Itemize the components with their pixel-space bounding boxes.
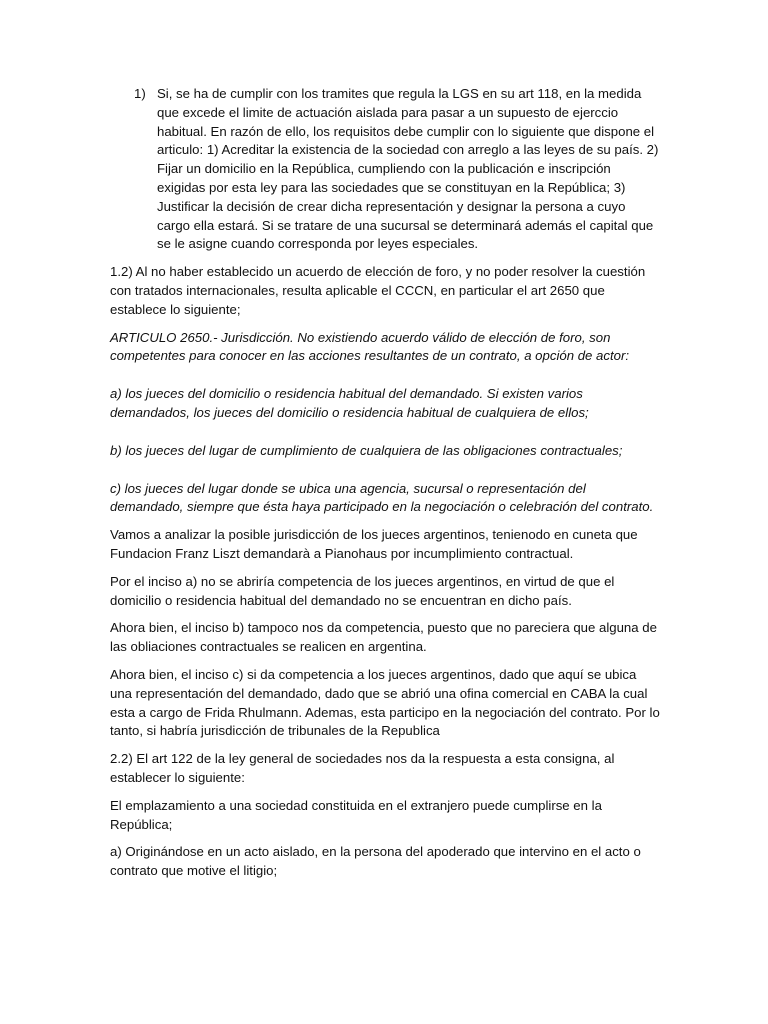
quote-clause-a: a) los jueces del domicilio o residencia habitual del demandado. Si existen varios demandados, los jueces del domicilio o residencia habitual de cualquiera de ellos; — [110, 386, 589, 420]
quote-clause-c: c) los jueces del lugar donde se ubica una agencia, sucursal o representación del demandado, siempre que ésta haya participado en la negociación o celebración del contrato. — [110, 480, 654, 515]
paragraph-inciso-b: Ahora bien, el inciso b) tampoco nos da competencia, puesto que no pareciera que alguna de las obliaciones contractuales se realicen en argentina. — [110, 620, 657, 655]
paragraph-analysis: Vamos a analizar la posible jurisdicción de los jueces argentinos, tenienodo en cuneta que Fundacion Franz Liszt demandarà a Pianohaus por incumplimiento contractual. — [110, 527, 638, 561]
paragraph-clause-a-originandose: a) Originándose en un acto aislado, en la persona del apoderado que intervino en el acto o contrato que motive el litigio; — [110, 844, 641, 879]
paragraph-1-2: 1.2) Al no haber establecido un acuerdo de elección de foro, y no poder resolver la cuestión con tratados internacionales, resulta aplicable el CCCN, en particular el art 2650 que establece lo siguiente; — [110, 264, 646, 317]
list-item-1 — [110, 85, 660, 254]
quote-clause-b: b) los jueces del lugar de cumplimiento de cualquiera de las obligaciones contractuales; — [110, 442, 623, 458]
list-item-text: Si, se ha de cumplir con los tramites que regula la LGS en su art 118, en la medida que excede el limite de actuación aislada para pasar a un supuesto de ejerccio habitual. En razón de ello, los requisitos debe cumplir con lo siguiente que dispone el articulo: 1) Acreditar la existencia de la sociedad con arreglo a las leyes de su país. 2) Fijar un domicilio en la República, cumpliendo con la publicación e inscripción exigidas por esta ley para las sociedades que se constituyan en la República; 3) Justificar la decisión de crear dicha representación y designar la persona a cuyo cargo ella estará. Si se tratare de una sucursal se determinará además el capital que se le asigne cuando corresponda por leyes especiales. — [157, 86, 659, 252]
paragraph-2-2: 2.2) El art 122 de la ley general de sociedades nos da la respuesta a esta consigna, al establecer lo siguiente: — [110, 751, 615, 785]
paragraph-emplazamiento: El emplazamiento a una sociedad constituida en el extranjero puede cumplirse en la República; — [110, 797, 602, 832]
paragraph-inciso-c: Ahora bien, el inciso c) si da competencia a los jueces argentinos, dado que aquí se ubica una representación del demandado, dado que se abrió una ofina comercial en CABA la cual esta a cargo de Frida Rhulmann. Ademas, esta participo en la negociación del contrato. Por lo tanto, si habría jurisdicción de tribunales de la Republica — [110, 666, 660, 739]
paragraph-inciso-a: Por el inciso a) no se abriría competencia de los jueces argentinos, en virtud de que el domicilio o residencia habitual del demandado no se encuentran en dicho país. — [110, 573, 615, 608]
list-number: 1) — [134, 86, 146, 101]
quote-article-2650: ARTICULO 2650.- Jurisdicción. No existiendo acuerdo válido de elección de foro, son competentes para conocer en las acciones resultantes de un contrato, a opción de actor: — [110, 329, 630, 364]
document-body — [110, 85, 660, 890]
